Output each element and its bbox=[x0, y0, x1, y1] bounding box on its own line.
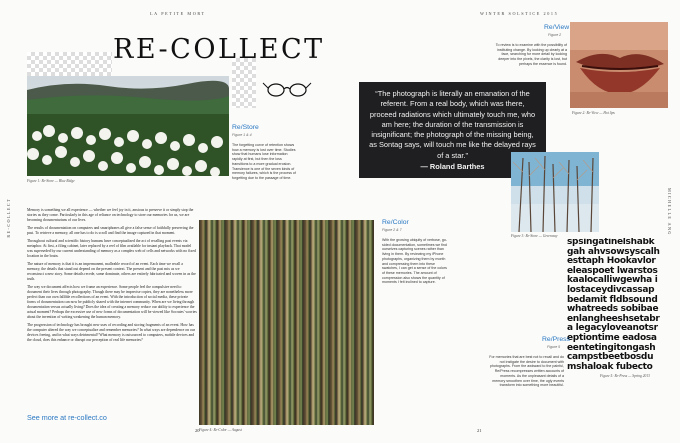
body-paragraph: Throughout cultural and scientific history humans have conceptualized the act of recalling past events via metaphor. At first, a filing cabinet, later replaced by a reel of film available for instant playback. That model was superseded by our current understanding of memory as a complex web of cells and networks with no fixed location in the brain. bbox=[27, 239, 196, 258]
text-collage-image: spsingatinelshabkgah ahvsowsyscalhesttaph Hookavloreleaspoet lwarstoskaalocalliwgewha ilostaceydivcassapbedamit fldbsoundwhatreeds sobibaeenlangheeshsetabra legacyloveanotsreptiontime eadosaeentetingitongash campstbeetbosdumshaloak fubecto bbox=[567, 238, 660, 371]
caption-figure-1: Figure 1: Re-Store — Blue Ridge bbox=[27, 179, 75, 183]
website-link[interactable]: See more at re-collect.co bbox=[27, 413, 107, 422]
color-swatch-photo bbox=[199, 220, 374, 425]
side-label-left: RE-COLLECT bbox=[6, 198, 11, 238]
section-text-review: To review is to examine with the possibility of instituting change. By looking up clearly at a face, searching for more detail by looking deeper into the pixels, the clarity is lost, but perhaps the essence is found. bbox=[495, 43, 567, 66]
running-header-left: LA PETITE MORT bbox=[150, 11, 206, 16]
page-number-right: 21 bbox=[477, 428, 482, 433]
section-figure-recolor: Figure 2 & 7 bbox=[382, 228, 402, 232]
quote-author: — Roland Barthes bbox=[420, 162, 485, 171]
body-paragraph: The nature of memory is that it is an impermanent, malleable record of an event. Each time we recall a memory, the details that stand out depend on the present context. The present and the past mix as we reconstruct a new story. Some details recede, some dominate, others are entirely fabricated and woven in as the truth. bbox=[27, 262, 196, 281]
snowy-trees-photo bbox=[511, 152, 599, 232]
section-title-restore: Re/Store bbox=[232, 124, 259, 131]
section-text-repress: For memories that are best not to recall and do not instigate the desire to document with photographs. From the awkward to the painful, Re/Press recompresses written accounts of moments. As the unpleasant details of a memory smoothen over time, the ugly events transform into something more beautiful. bbox=[489, 355, 564, 388]
section-figure-repress: Figure 5 bbox=[547, 345, 561, 349]
section-text-recolor: With the growing ubiquity of verbose, go-sided documentation, sometimes we find ourselves capturing scenes rather than living in them. By reviewing my iPhone photographs, organizing them by month and compressing them into these swatches, I can get a sense of the colors of these memories. The amount of compression also shows the quantity of moments I felt inclined to capture. bbox=[382, 238, 448, 285]
body-paragraph: The results of documentation on computers and smartphones all give a false sense of faithfully preserving the past. To retrieve a memory, all one has to do is scroll and find the image captured in that moment. bbox=[27, 226, 194, 235]
section-figure-restore: Figure 1 & 4 bbox=[232, 133, 252, 137]
running-header-right: WINTER SOLSTICE 2015 bbox=[480, 11, 559, 16]
caption-figure-5: Figure 5: Re-Press — Spring 2013 bbox=[600, 374, 650, 378]
section-title-recolor: Re/Color bbox=[382, 219, 409, 226]
caption-figure-4: Figure 4: Re-Color — August bbox=[199, 428, 242, 432]
quote-text: “The photograph is literally an emanation of the referent. From a real body, which was there, proceed radiations which ultimately touch me, who am here; the duration of the transmission is insignificant; the photograph of the missing being, as Sontag says, will touch me like the delayed rays of a star.” bbox=[369, 89, 536, 160]
caption-figure-3: Figure 3: Re-Store — Greenway bbox=[511, 234, 558, 238]
article-body bbox=[27, 208, 197, 346]
section-text-restore: The forgetting curve of retention shows how a memory is lost over time. Studies show that humans lose information rapidly at first, but then the loss transitions to a more gradual erosion. Transience is one of the seven kinds of memory failures, which is the process of forgetting due to the passage of time. bbox=[232, 143, 296, 180]
body-paragraph: The way we document affects how we frame an experience. Some people feel the compulsive need to document their lives through photography. Though there may be imprecise copies, they are nonetheless more perfect than our own fallible recollections of an event. With the introduction of social media, these private forms of documentation can now be publicly shared with the internet community. When are we living through documentation versus actually living? Does the idea of creating a memory reduce our ability to experience the actual moment? Perhaps the excessive use of new forms of documentation will be viewed like Socrates' worries about the invention of writing weakening the human memory. bbox=[27, 285, 197, 319]
lips-photo bbox=[570, 22, 668, 108]
transparency-pattern-center bbox=[232, 58, 256, 108]
caption-figure-2: Figure 2: Re-View — Hot lips bbox=[572, 111, 615, 115]
flowers-photo bbox=[27, 76, 229, 176]
page-number-left: 20 bbox=[195, 428, 200, 433]
section-figure-review: Figure 2 bbox=[548, 33, 562, 37]
section-title-review: Re/View bbox=[544, 24, 570, 31]
glasses-icon bbox=[262, 78, 312, 100]
body-paragraph: Memory is something we all experience — whether we feel joy in it, anxious to preserve it or simply stop the stories as they come. Particularly in this age of reliance on technology to store our memories for us, we are becoming documentarians of our lives. bbox=[27, 208, 194, 222]
section-title-repress: Re/Press bbox=[542, 336, 570, 343]
side-label-right: MICHELLE ANG bbox=[667, 188, 672, 236]
body-paragraph: The progression of technology has brought new uses of recording and storing fragments of an event. How has the computer altered the way we conceptualize and remember memories? In what ways are dependence on our devices freeing, and in what ways detrimental? What memory is outsourced to computers, mobile devices and the cloud, does this enhance or disrupt our perception of real life memories? bbox=[27, 323, 196, 342]
page-title: RE-COLLECT bbox=[113, 34, 325, 65]
